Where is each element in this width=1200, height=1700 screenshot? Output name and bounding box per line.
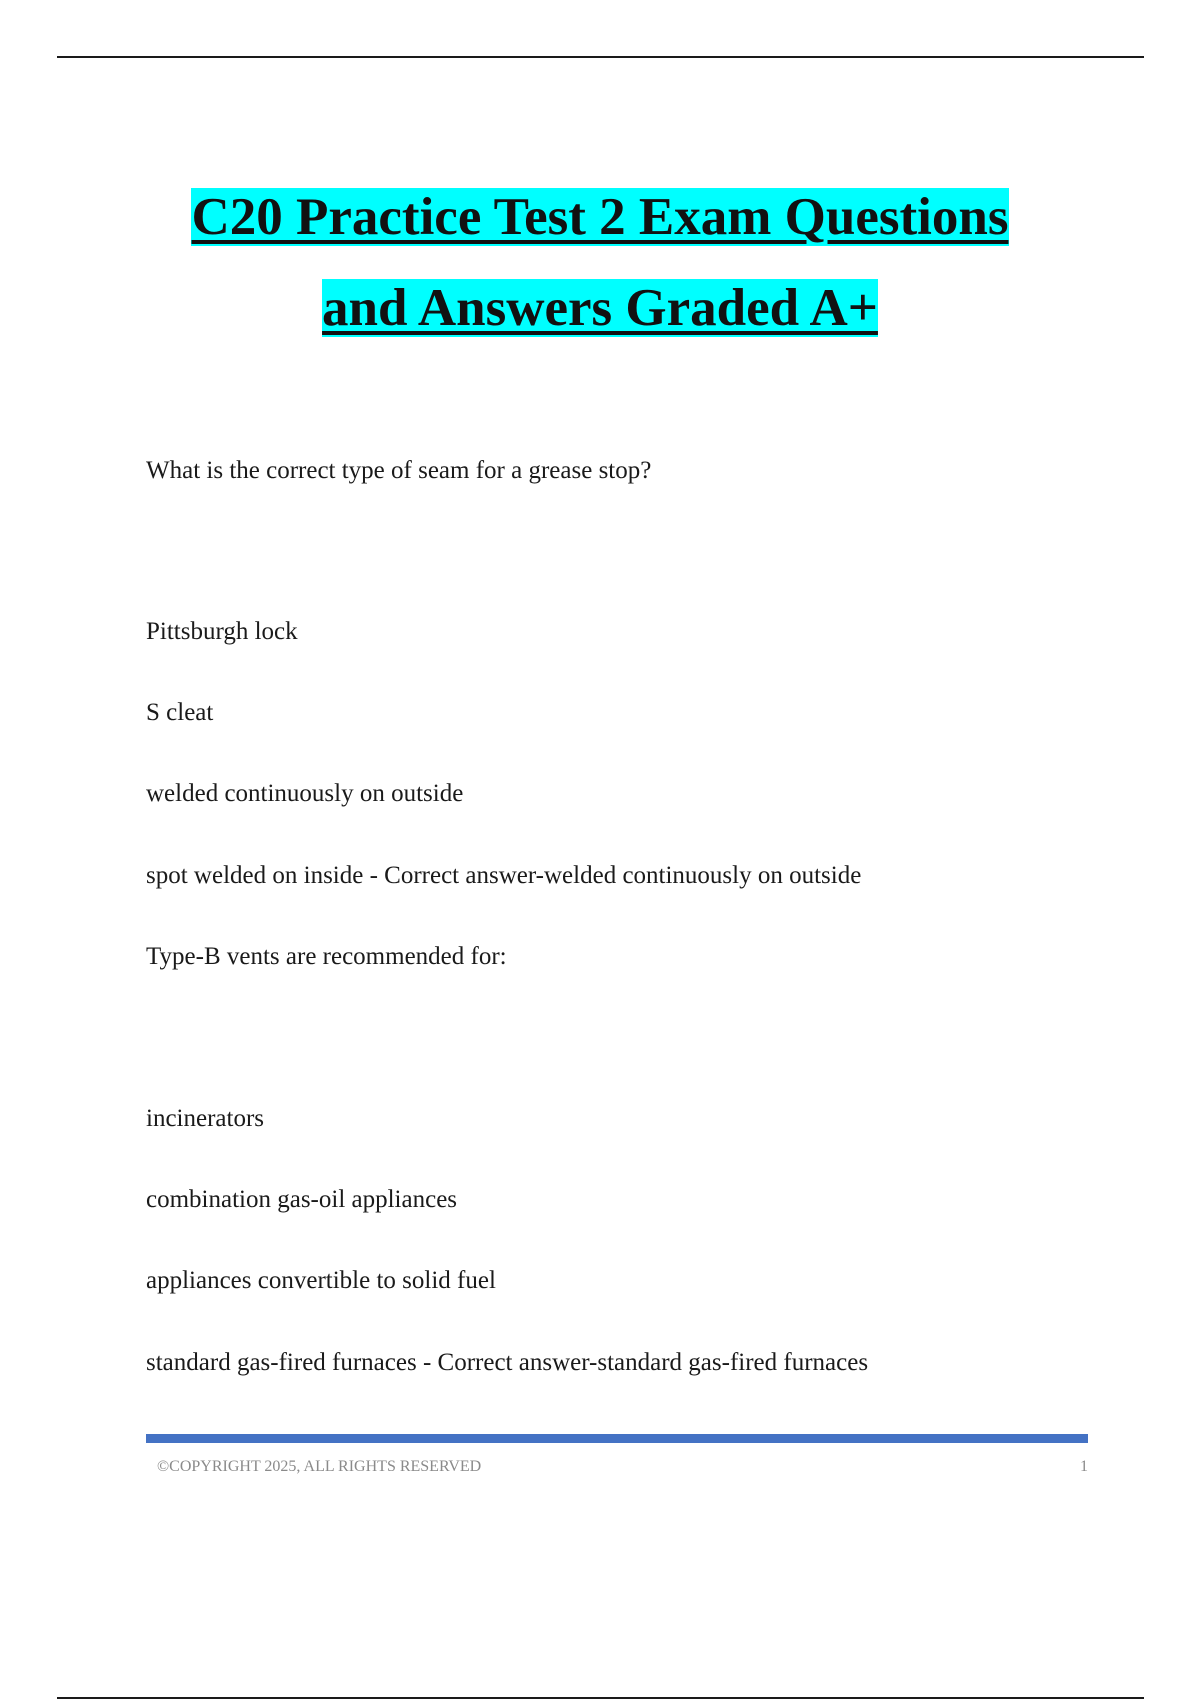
correct-answer-line: spot welded on inside - Correct answer-welded continuously on outside <box>146 862 862 889</box>
answer-option-line: combination gas-oil appliances <box>146 1186 458 1213</box>
page-number: 1 <box>1080 1458 1088 1475</box>
footer-copyright: ©COPYRIGHT 2025, ALL RIGHTS RESERVED <box>157 1458 482 1475</box>
bottom-rule <box>57 1697 1144 1699</box>
answer-option-line: appliances convertible to solid fuel <box>146 1267 496 1294</box>
document-title <box>145 172 1055 354</box>
document-title-text: C20 Practice Test 2 Exam Questions and Answers Graded A+ <box>191 188 1009 337</box>
answer-option-line: Pittsburgh lock <box>146 618 298 645</box>
footer-divider-bar <box>146 1434 1088 1443</box>
answer-option-line: incinerators <box>146 1105 265 1132</box>
correct-answer-line: standard gas-fired furnaces - Correct answer-standard gas-fired furnaces <box>146 1349 869 1376</box>
answer-option-line: S cleat <box>146 699 214 726</box>
answer-option-line: welded continuously on outside <box>146 780 464 807</box>
question-line: Type-B vents are recommended for: <box>146 943 507 970</box>
question-line: What is the correct type of seam for a grease stop? <box>146 457 652 484</box>
top-rule <box>57 56 1144 58</box>
